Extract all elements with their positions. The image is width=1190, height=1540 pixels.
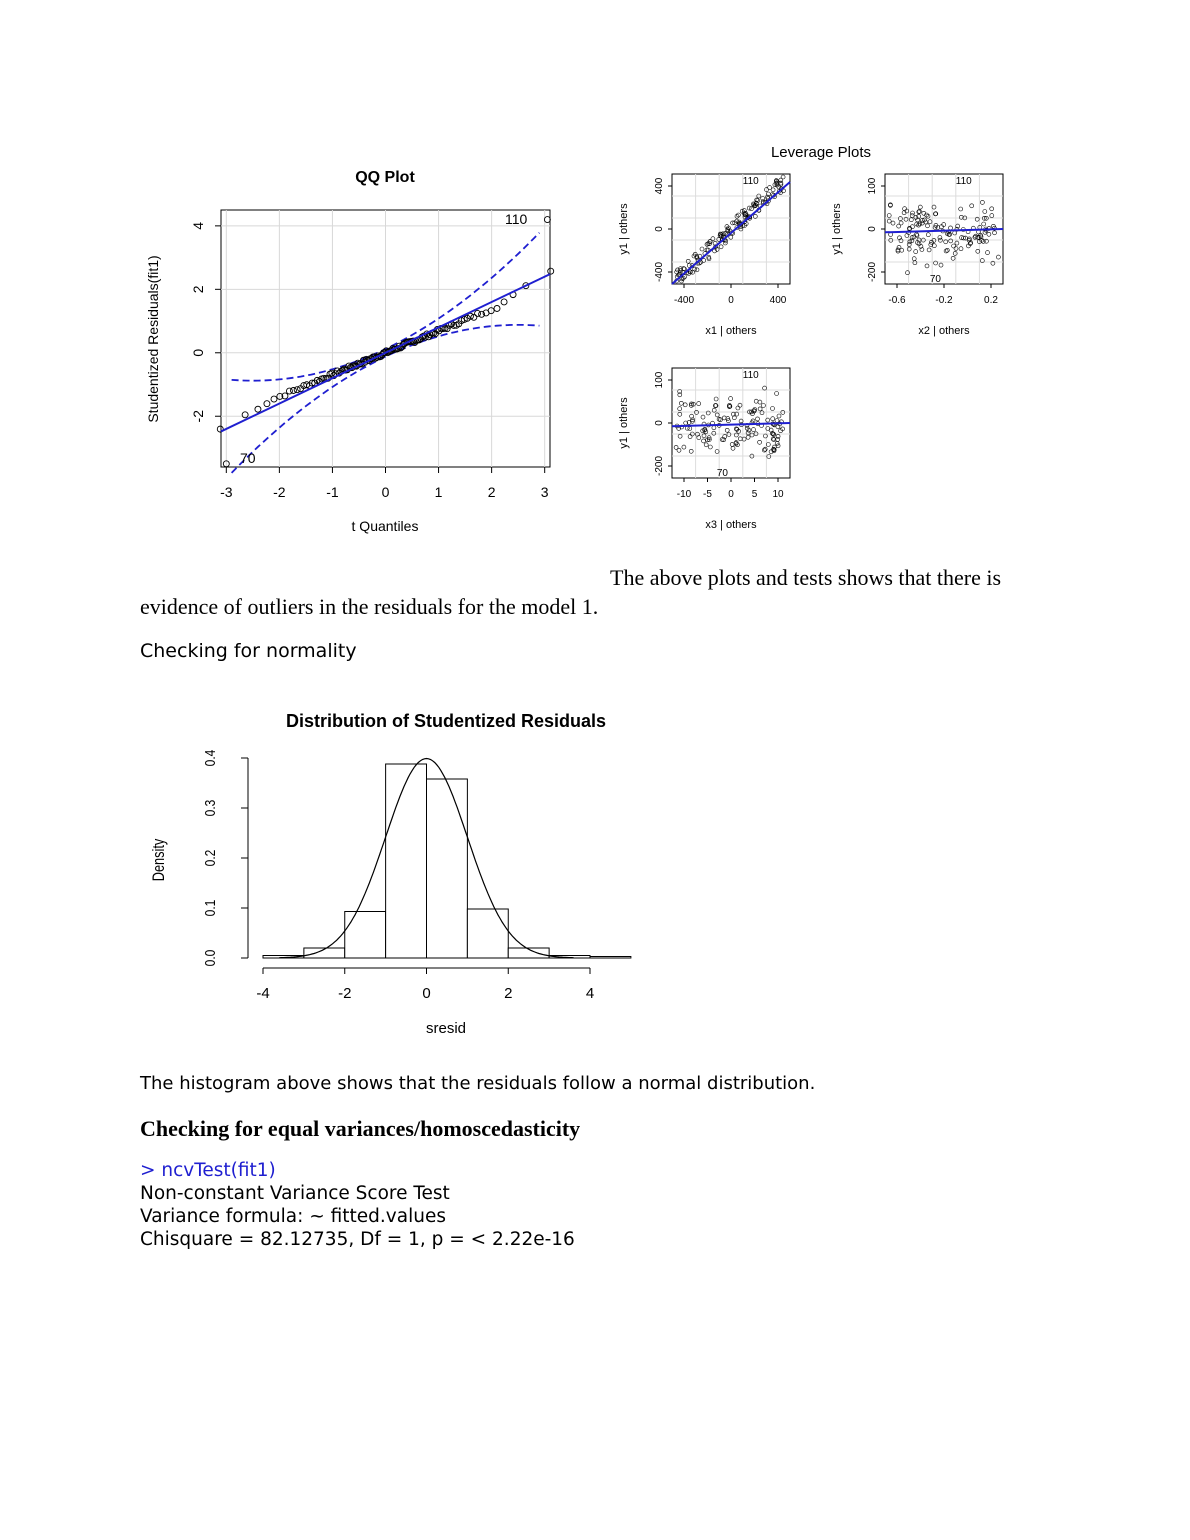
leverage-panel-2 <box>831 174 1003 337</box>
leverage-point <box>898 217 902 221</box>
leverage-x-tick-label: 10 <box>772 489 784 500</box>
qq-x-tick-label: 2 <box>487 484 496 500</box>
histogram-bar <box>467 909 508 958</box>
variance-heading: Checking for equal variances/homoscedasticity <box>140 1116 581 1141</box>
leverage-point <box>925 264 929 268</box>
leverage-y-tick-label: 100 <box>867 177 878 195</box>
leverage-point <box>729 397 733 401</box>
leverage-point <box>746 435 750 439</box>
leverage-y-tick-label: 100 <box>654 371 665 389</box>
leverage-point <box>752 428 756 432</box>
leverage-point <box>771 188 775 192</box>
qq-point <box>475 310 481 316</box>
leverage-point <box>682 445 686 449</box>
leverage-point <box>959 207 963 211</box>
leverage-point <box>689 449 693 453</box>
leverage-point <box>996 255 1000 259</box>
leverage-point <box>900 248 904 252</box>
histogram-bar <box>590 957 631 959</box>
histogram-bars <box>263 764 631 958</box>
leverage-point <box>980 200 984 204</box>
leverage-point <box>990 214 994 218</box>
leverage-point <box>708 445 712 449</box>
leverage-point <box>754 399 758 403</box>
qq-point <box>271 396 277 402</box>
leverage-point <box>777 414 781 418</box>
leverage-point <box>776 434 780 438</box>
leverage-point <box>712 426 716 430</box>
qq-x-tick-label: -3 <box>220 484 233 500</box>
qq-y-ticks <box>190 222 221 423</box>
qq-y-tick-label: 0 <box>190 348 206 357</box>
leverage-point <box>913 261 917 265</box>
leverage-point <box>677 448 681 452</box>
leverage-point <box>903 207 907 211</box>
leverage-point <box>776 444 780 448</box>
leverage-point <box>702 439 706 443</box>
leverage-x-tick-label: 0 <box>728 489 734 500</box>
leverage-point <box>891 221 895 225</box>
leverage-x-tick-label: 0.2 <box>984 295 998 306</box>
leverage-title: Leverage Plots <box>770 144 872 161</box>
histogram-x-tick-label: 2 <box>504 985 513 1002</box>
leverage-point <box>949 226 953 230</box>
leverage-point <box>970 204 974 208</box>
normality-heading: Checking for normality <box>140 640 357 662</box>
leverage-point <box>678 412 682 416</box>
leverage-point <box>679 401 683 405</box>
qq-point <box>264 401 270 407</box>
r-output-line-1: Non-constant Variance Score Test <box>140 1183 450 1204</box>
qq-outlier-label-110: 110 <box>505 211 528 227</box>
leverage-x-tick-label: -10 <box>676 489 692 500</box>
leverage-x-label: x3 | others <box>705 519 757 531</box>
leverage-y-tick-label: -200 <box>867 261 878 283</box>
leverage-y-tick-label: 0 <box>867 226 878 232</box>
leverage-point <box>983 210 987 214</box>
qq-grid <box>221 210 550 467</box>
leverage-point <box>756 417 760 421</box>
leverage-point <box>918 205 922 209</box>
leverage-point <box>714 397 718 401</box>
histogram-y-tick-label: 0.2 <box>201 849 219 867</box>
histogram-y-tick-label: 0.4 <box>201 749 219 767</box>
qq-point <box>242 412 248 418</box>
leverage-point <box>731 446 735 450</box>
histogram-bar <box>386 764 427 958</box>
leverage-point <box>771 417 775 421</box>
leverage-point <box>951 256 955 260</box>
leverage-point <box>910 214 914 218</box>
histogram-y-tick-label: 0.0 <box>201 949 219 967</box>
leverage-point <box>987 232 991 236</box>
histogram-x-tick-label: 4 <box>585 985 595 1002</box>
leverage-point <box>762 448 766 452</box>
histogram-bar <box>427 779 468 958</box>
leverage-point <box>912 257 916 261</box>
r-output-line-2: Variance formula: ~ fitted.values <box>140 1206 446 1227</box>
leverage-point <box>738 437 742 441</box>
histogram-bar <box>345 912 386 959</box>
qq-x-tick-label: -1 <box>326 484 339 500</box>
leverage-point <box>775 392 779 396</box>
histogram-title: Distribution of Studentized Residuals <box>285 711 607 731</box>
qq-point <box>501 299 507 305</box>
leverage-point <box>729 235 733 239</box>
leverage-y-tick-label: 0 <box>654 226 665 232</box>
leverage-point <box>927 248 931 252</box>
leverage-point <box>926 233 930 237</box>
leverage-point <box>683 403 687 407</box>
outlier-paragraph-text: The above plots and tests shows that there is evidence of outliers in the residuals for the model 1. <box>140 565 1002 619</box>
r-console-output <box>140 1159 575 1251</box>
leverage-point <box>686 259 690 263</box>
leverage-outlier-label-110: 110 <box>955 176 972 187</box>
leverage-point <box>914 250 918 254</box>
leverage-x-tick-label: -0.2 <box>935 295 953 306</box>
histogram-paragraph: The histogram above shows that the residuals follow a normal distribution. <box>140 1073 816 1094</box>
qq-x-tick-label: 1 <box>434 484 443 500</box>
leverage-point <box>926 224 930 228</box>
leverage-point <box>736 406 740 410</box>
leverage-point <box>701 415 705 419</box>
qq-y-tick-label: 4 <box>190 221 206 230</box>
leverage-point <box>688 435 692 439</box>
leverage-x-tick-label: -0.6 <box>888 295 906 306</box>
leverage-point <box>758 407 762 411</box>
leverage-point <box>899 221 903 225</box>
leverage-x-label: x1 | others <box>705 325 757 337</box>
leverage-point <box>952 244 956 248</box>
qq-plot <box>140 160 560 545</box>
histogram-y-tick-label: 0.3 <box>201 799 219 817</box>
histogram <box>140 700 700 1045</box>
leverage-point <box>775 419 779 423</box>
leverage-point <box>761 404 765 408</box>
r-output-line-3: Chisquare = 82.12735, Df = 1, p = < 2.22e-16 <box>140 1229 575 1250</box>
leverage-point <box>938 236 942 240</box>
histogram-x-tick-label: -4 <box>256 985 270 1002</box>
leverage-x-tick-label: -400 <box>673 295 695 306</box>
leverage-plots <box>605 138 1015 538</box>
histogram-x-ticks <box>256 968 594 1002</box>
leverage-point <box>738 403 742 407</box>
leverage-point <box>704 443 708 447</box>
histogram-x-tick-label: -2 <box>338 985 352 1002</box>
leverage-y-label: y1 | others <box>618 203 630 255</box>
leverage-point <box>725 428 729 432</box>
leverage-point <box>730 442 734 446</box>
leverage-fit-line <box>672 182 790 284</box>
leverage-point <box>907 247 911 251</box>
leverage-point <box>953 251 957 255</box>
leverage-panel-1 <box>618 174 790 337</box>
qq-point <box>548 268 554 274</box>
leverage-x-tick-label: -5 <box>703 489 712 500</box>
leverage-point <box>993 231 997 235</box>
leverage-x-tick-label: 400 <box>769 295 787 306</box>
leverage-point <box>715 413 719 417</box>
leverage-outlier-label-110: 110 <box>742 176 759 187</box>
leverage-outlier-label-110: 110 <box>742 370 759 381</box>
histogram-y-ticks <box>202 749 248 966</box>
leverage-point <box>986 251 990 255</box>
leverage-y-tick-label: 400 <box>654 177 665 195</box>
qq-point <box>494 305 500 311</box>
leverage-point <box>959 247 963 251</box>
r-command: > ncvTest(fit1) <box>140 1160 276 1181</box>
outlier-paragraph <box>140 563 1040 621</box>
leverage-y-tick-label: 0 <box>654 420 665 426</box>
leverage-y-tick-label: -400 <box>654 261 665 283</box>
leverage-point <box>945 248 949 252</box>
leverage-point <box>769 428 773 432</box>
leverage-point <box>760 411 764 415</box>
leverage-point <box>771 407 775 411</box>
qq-outlier-label-70: 70 <box>240 450 256 466</box>
histogram-x-label: sresid <box>425 1020 467 1037</box>
leverage-y-label: y1 | others <box>831 203 843 255</box>
leverage-point <box>775 441 779 445</box>
qq-outlier-point <box>544 217 550 223</box>
leverage-x-tick-label: 0 <box>728 295 734 306</box>
qq-x-label: t Quantiles <box>351 518 419 534</box>
histogram-y-label: Density <box>149 838 169 882</box>
leverage-y-label: y1 | others <box>618 397 630 449</box>
leverage-point <box>678 407 682 411</box>
leverage-point <box>700 247 704 251</box>
qq-x-tick-label: -2 <box>273 484 286 500</box>
leverage-x-label: x2 | others <box>918 325 970 337</box>
leverage-point <box>712 431 716 435</box>
leverage-y-tick-label: -200 <box>654 455 665 477</box>
leverage-point <box>928 220 932 224</box>
qq-y-tick-label: -2 <box>190 410 206 423</box>
qq-x-tick-label: 3 <box>540 484 549 500</box>
qq-point <box>255 406 261 412</box>
qq-y-label: Studentized Residuals(fit1) <box>145 255 161 423</box>
qq-x-tick-label: 0 <box>381 484 390 500</box>
leverage-outlier-label-70: 70 <box>929 274 941 285</box>
leverage-point <box>758 440 762 444</box>
leverage-point <box>887 219 891 223</box>
leverage-x-tick-label: 5 <box>751 489 758 500</box>
qq-plot-title: QQ Plot <box>355 169 415 186</box>
leverage-point <box>678 434 682 438</box>
histogram-y-tick-label: 0.1 <box>201 899 219 917</box>
qq-x-ticks <box>220 467 549 500</box>
leverage-point <box>907 243 911 247</box>
leverage-point <box>697 402 701 406</box>
histogram-x-tick-label: 0 <box>422 985 431 1002</box>
leverage-point <box>887 214 891 218</box>
leverage-outlier-label-70: 70 <box>716 468 728 479</box>
leverage-panel-3 <box>618 368 790 531</box>
leverage-point <box>982 222 986 226</box>
qq-point <box>471 314 477 320</box>
qq-y-tick-label: 2 <box>190 285 206 294</box>
leverage-point <box>758 400 762 404</box>
leverage-point <box>939 263 943 267</box>
leverage-point <box>973 235 977 239</box>
leverage-point <box>990 207 994 211</box>
leverage-point <box>715 450 719 454</box>
